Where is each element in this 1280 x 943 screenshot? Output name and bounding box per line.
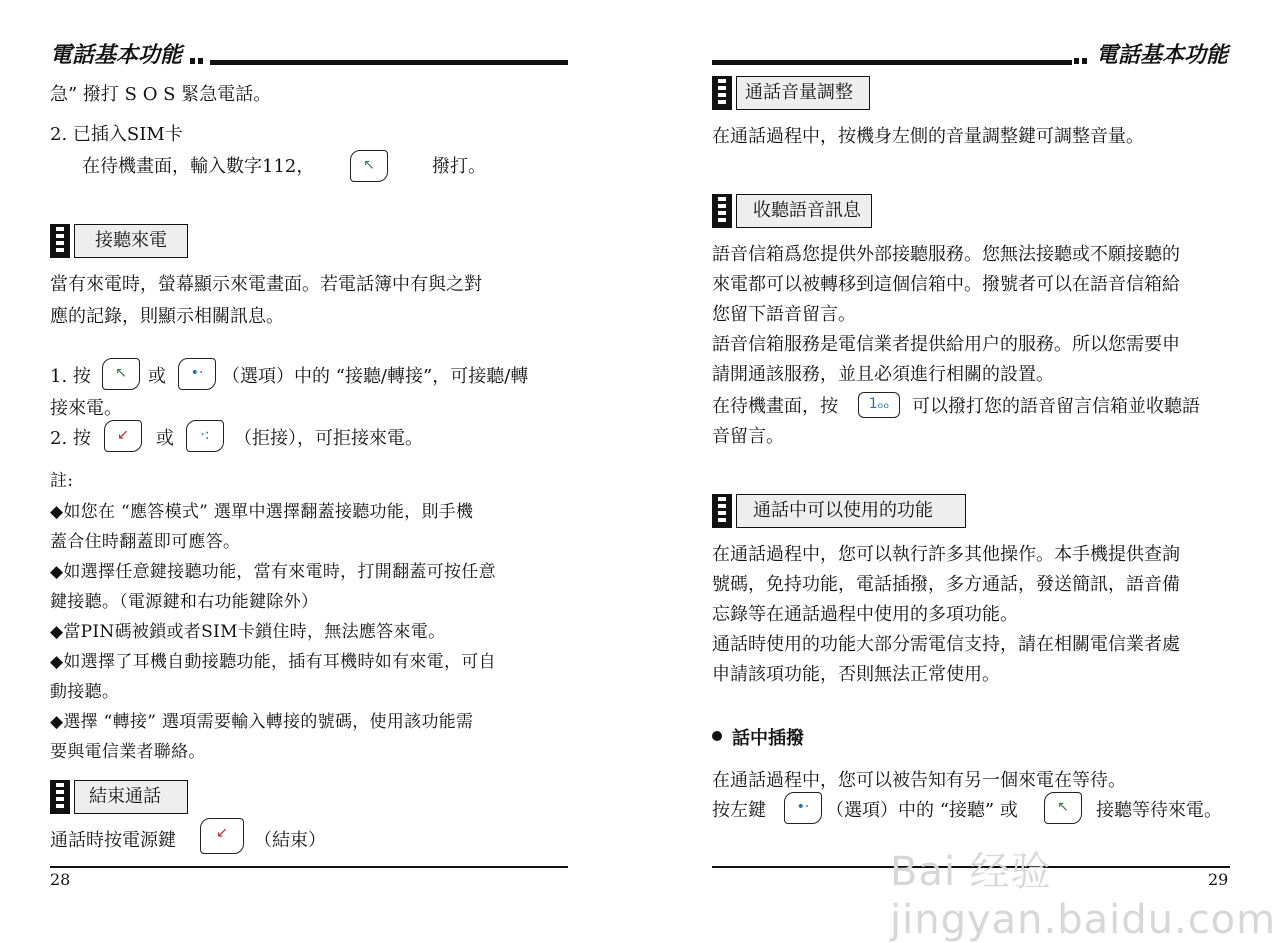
paragraph-line: （選項）中的 “接聽” 或 xyxy=(826,800,1018,821)
film-strip-icon xyxy=(712,76,732,110)
right-page xyxy=(640,0,1280,924)
power-key-icon: ↙ xyxy=(200,818,244,854)
film-strip-icon xyxy=(712,494,732,528)
film-strip-icon xyxy=(50,780,70,814)
end-key-icon: ↙ xyxy=(104,420,142,452)
subsection-heading: 話中插撥 xyxy=(732,728,804,749)
list-item-text: 2. 按 xyxy=(50,428,91,449)
paragraph-line: 在待機畫面，按 xyxy=(712,396,838,417)
left-page xyxy=(0,0,640,924)
section-title: 通話音量調整 xyxy=(736,76,870,110)
list-item-text: 1. 按 xyxy=(50,366,91,387)
list-item-text: （拒接），可拒接來電。 xyxy=(234,428,423,449)
section-heading xyxy=(50,224,188,258)
page-number: 29 xyxy=(1208,870,1229,889)
section-heading xyxy=(50,780,188,814)
text-line: 2. 已插入SIM卡 xyxy=(50,124,183,145)
paragraph-line: 通話時使用的功能大部分需電信支持，請在相關電信業者處 xyxy=(712,634,1180,655)
reject-key-icon: ·: xyxy=(186,420,224,452)
section-title: 通話中可以使用的功能 xyxy=(736,494,966,528)
film-strip-icon xyxy=(712,194,732,228)
send-key-icon: ↖ xyxy=(102,358,140,390)
running-title: 電話基本功能 xyxy=(1096,43,1229,68)
text-line: （結束） xyxy=(254,830,326,851)
section-heading xyxy=(712,76,870,110)
note-line: 蓋合住時翻蓋即可應答。 xyxy=(50,532,241,552)
note-line: ◆選擇 “轉接” 選項需要輸入轉接的號碼，使用該功能需 xyxy=(50,712,474,732)
list-item-text: 接來電。 xyxy=(50,398,122,419)
text-line: 通話時按電源鍵 xyxy=(50,830,176,851)
note-line: ◆如選擇了耳機自動接聽功能，插有耳機時如有來電，可自 xyxy=(50,652,496,672)
paragraph-line: 音留言。 xyxy=(712,426,784,447)
paragraph-line: 請開通該服務，並且必須進行相關的設置。 xyxy=(712,364,1054,385)
list-item-text: 或 xyxy=(148,366,166,387)
note-label: 註: xyxy=(50,471,74,491)
text-line: 在待機畫面，輸入數字112， xyxy=(82,156,315,177)
paragraph-line: 在通話過程中，您可以執行許多其他操作。本手機提供查詢 xyxy=(712,544,1180,565)
text-line: 撥打。 xyxy=(432,156,486,177)
options-key-icon: •· xyxy=(178,358,216,390)
section-title: 接聽來電 xyxy=(74,224,188,258)
send-key-icon: ↖ xyxy=(1044,792,1082,824)
list-item-text: 或 xyxy=(156,428,174,449)
paragraph-line: 在通話過程中，您可以被告知有另一個來電在等待。 xyxy=(712,770,1126,791)
paragraph-line: 可以撥打您的語音留言信箱並收聽語 xyxy=(912,396,1200,417)
paragraph-line: 應的記錄，則顯示相關訊息。 xyxy=(50,306,284,327)
paragraph-line: 語音信箱服務是電信業者提供給用户的服務。所以您需要申 xyxy=(712,334,1180,355)
paragraph-line: 在通話過程中，按機身左側的音量調整鍵可調整音量。 xyxy=(712,126,1144,147)
paragraph-line: 忘錄等在通話過程中使用的多項功能。 xyxy=(712,604,1018,625)
paragraph-line: 申請該項功能，否則無法正常使用。 xyxy=(712,664,1000,685)
paragraph-line: 接聽等待來電。 xyxy=(1096,800,1222,821)
section-heading xyxy=(712,494,966,528)
paragraph-line: 按左鍵 xyxy=(712,800,766,821)
note-line: 要與電信業者聯絡。 xyxy=(50,742,206,762)
section-heading xyxy=(712,194,872,228)
header-rule xyxy=(210,60,568,65)
title-dots xyxy=(1074,58,1088,66)
note-line: ◆當PIN碼被鎖或者SIM卡鎖住時，無法應答來電。 xyxy=(50,622,446,642)
section-title: 收聽語音訊息 xyxy=(736,194,872,228)
note-line: ◆如您在 “應答模式” 選單中選擇翻蓋接聽功能，則手機 xyxy=(50,502,474,522)
footer-rule xyxy=(50,866,568,868)
options-key-icon: •· xyxy=(784,792,822,824)
paragraph-line: 您留下語音留言。 xyxy=(712,304,856,325)
paragraph-line: 號碼，免持功能，電話插撥，多方通話，發送簡訊，語音備 xyxy=(712,574,1180,595)
list-item-text: （選項）中的 “接聽/轉接”，可接聽/轉 xyxy=(222,366,529,387)
note-line: ◆如選擇任意鍵接聽功能，當有來電時，打開翻蓋可按任意 xyxy=(50,562,496,582)
paragraph-line: 來電都可以被轉移到這個信箱中。撥號者可以在語音信箱給 xyxy=(712,274,1180,295)
send-key-icon: ↖ xyxy=(350,150,388,182)
header-rule xyxy=(712,60,1072,65)
voicemail-key-icon: 1ₒₒ xyxy=(858,392,900,418)
running-title: 電話基本功能 xyxy=(50,43,183,68)
note-line: 鍵接聽。（電源鍵和右功能鍵除外） xyxy=(50,592,319,612)
note-line: 動接聽。 xyxy=(50,682,120,702)
bullet-icon xyxy=(712,731,722,741)
page-number: 28 xyxy=(50,870,71,889)
title-dots xyxy=(190,58,204,66)
paragraph-line: 語音信箱爲您提供外部接聽服務。您無法接聽或不願接聽的 xyxy=(712,244,1180,265)
film-strip-icon xyxy=(50,224,70,258)
paragraph-line: 當有來電時，螢幕顯示來電畫面。若電話簿中有與之對 xyxy=(50,274,482,295)
section-title: 結束通話 xyxy=(74,780,188,814)
watermark: Bai 经验 jingyan.baidu.com xyxy=(890,849,1277,943)
text-line: 急” 撥打 S O S 緊急電話。 xyxy=(50,84,272,105)
